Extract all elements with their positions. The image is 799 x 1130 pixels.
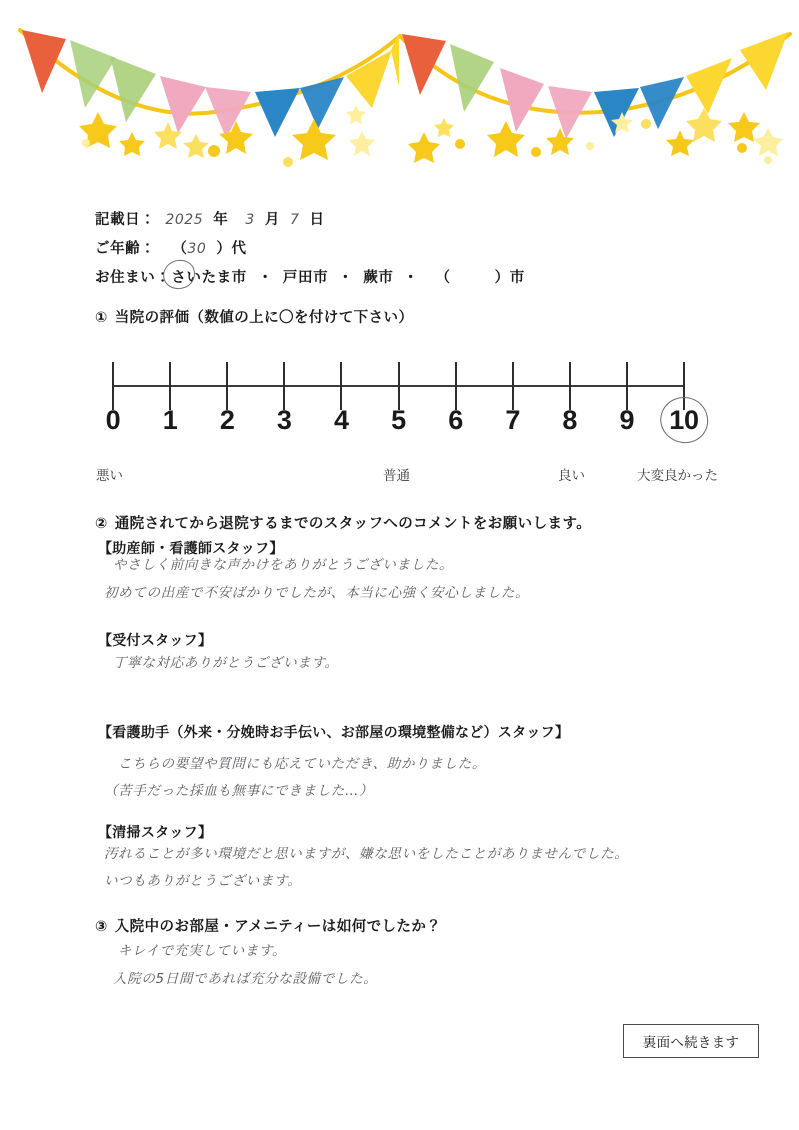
question-2-text: 通院されてから退院するまでのスタッフへのコメントをお願いします。 xyxy=(114,516,592,532)
question-3-text: 入院中のお部屋・アメニティーは如何でしたか？ xyxy=(114,919,442,935)
scale-number-9[interactable]: 9 xyxy=(619,405,635,435)
address-option-warabi[interactable]: 蕨市 xyxy=(363,270,394,286)
staff-group-label-midwife-nurse: 【助産師・看護師スタッフ】 xyxy=(98,540,284,556)
anchor-label-top: 大変良かった xyxy=(637,468,718,483)
age-close-paren: ） xyxy=(216,241,232,257)
rating-scale-axis[interactable] xyxy=(113,362,684,410)
address-row xyxy=(95,266,525,295)
staff-group-label-reception: 【受付スタッフ】 xyxy=(98,632,213,648)
date-day-value[interactable]: 7 xyxy=(289,212,300,228)
continues-on-back-note xyxy=(623,1024,759,1058)
rating-scale-numbers xyxy=(105,404,699,438)
age-unit: 代 xyxy=(231,241,247,257)
scale-number-10[interactable] xyxy=(669,404,699,436)
staff-comment-nursing-assistant-line-1[interactable]: こちらの要望や質問にも応えていただき、助かりました。 xyxy=(118,756,487,772)
staff-comment-nursing-assistant-line-2[interactable]: （苦手だった採血も無事にできました…） xyxy=(104,783,374,799)
address-other-close-paren: ）市 xyxy=(494,270,525,286)
question-1-heading xyxy=(95,306,413,327)
address-option-saitama[interactable] xyxy=(170,266,247,287)
age-row xyxy=(95,237,525,266)
date-label: 記載日： xyxy=(95,212,156,228)
scale-number-8[interactable]: 8 xyxy=(562,405,578,435)
scale-number-4[interactable]: 4 xyxy=(334,405,349,435)
age-value[interactable]: 30 xyxy=(187,241,207,257)
scale-number-3[interactable]: 3 xyxy=(276,405,292,435)
year-unit: 年 xyxy=(213,212,229,228)
scale-tick-5 xyxy=(398,362,400,410)
question-2-number: ② xyxy=(95,516,108,532)
scale-tick-1 xyxy=(169,362,171,410)
staff-comment-midwife-nurse-line-2[interactable]: 初めての出産で不安ばかりでしたが、本当に心強く安心しました。 xyxy=(104,585,530,601)
anchor-label-mid: 普通 xyxy=(383,468,410,483)
age-label: ご年齢： xyxy=(95,241,156,257)
address-other-open-paren: （ xyxy=(435,270,451,286)
question-2-heading xyxy=(95,512,591,533)
scale-tick-0 xyxy=(112,362,114,410)
scale-number-1[interactable]: 1 xyxy=(162,405,178,435)
staff-group-label-cleaning: 【清掃スタッフ】 xyxy=(98,824,213,840)
date-month-value[interactable]: 3 xyxy=(245,212,255,228)
scale-tick-4 xyxy=(340,362,342,410)
header-meta-block xyxy=(95,208,525,295)
scale-tick-6 xyxy=(455,362,457,410)
staff-comment-reception-line-1[interactable]: 丁寧な対応ありがとうございます。 xyxy=(113,655,339,671)
scale-number-6[interactable]: 6 xyxy=(448,405,463,435)
scale-tick-9 xyxy=(626,362,628,410)
address-option-saitama-label: さいたま市 xyxy=(171,270,247,286)
continues-on-back-label: 裏面へ続きます xyxy=(642,1035,740,1050)
age-open-paren: （ xyxy=(172,241,188,257)
anchor-label-low: 悪い xyxy=(96,468,123,483)
staff-comment-cleaning-line-1[interactable]: 汚れることが多い環境だと思いますが、嫌な思いをしたことがありませんでした。 xyxy=(104,846,629,862)
scale-tick-3 xyxy=(283,362,285,410)
question-3-heading xyxy=(95,915,441,936)
address-separator-2: ・ xyxy=(338,270,354,286)
anchor-label-high: 良い xyxy=(558,468,585,483)
question-1-number: ① xyxy=(95,310,108,326)
scale-number-0[interactable]: 0 xyxy=(105,405,121,435)
scale-number-10-label: 10 xyxy=(669,405,699,435)
question-3-answer-line-2[interactable]: 入院の5日間であれば充分な設備でした。 xyxy=(113,971,378,987)
question-3-answer-line-1[interactable]: キレイで充実しています。 xyxy=(118,943,287,959)
staff-comment-midwife-nurse-line-1[interactable]: やさしく前向きな声かけをありがとうございました。 xyxy=(113,557,454,573)
address-separator-1: ・ xyxy=(257,270,273,286)
question-1-text: 当院の評価（数値の上に〇を付けて下さい） xyxy=(114,310,414,326)
scale-tick-2 xyxy=(226,362,228,410)
staff-comment-cleaning-line-2[interactable]: いつもありがとうございます。 xyxy=(104,873,302,889)
address-label: お住まい： xyxy=(95,270,171,286)
date-year-value[interactable]: 2025 xyxy=(165,212,204,228)
rating-scale-anchor-labels xyxy=(0,464,799,486)
date-row xyxy=(95,208,525,237)
address-option-toda[interactable]: 戸田市 xyxy=(282,270,329,286)
staff-group-label-nursing-assistant: 【看護助手（外来・分娩時お手伝い、お部屋の環境整備など）スタッフ】 xyxy=(98,724,570,740)
scale-number-2[interactable]: 2 xyxy=(219,405,235,435)
question-3-number: ③ xyxy=(95,919,108,935)
month-unit: 月 xyxy=(264,212,280,228)
scale-tick-7 xyxy=(512,362,514,410)
scale-number-7[interactable]: 7 xyxy=(505,405,521,435)
address-separator-3: ・ xyxy=(403,270,419,286)
scale-number-5[interactable]: 5 xyxy=(391,405,406,435)
scale-tick-8 xyxy=(569,362,571,410)
day-unit: 日 xyxy=(309,212,325,228)
